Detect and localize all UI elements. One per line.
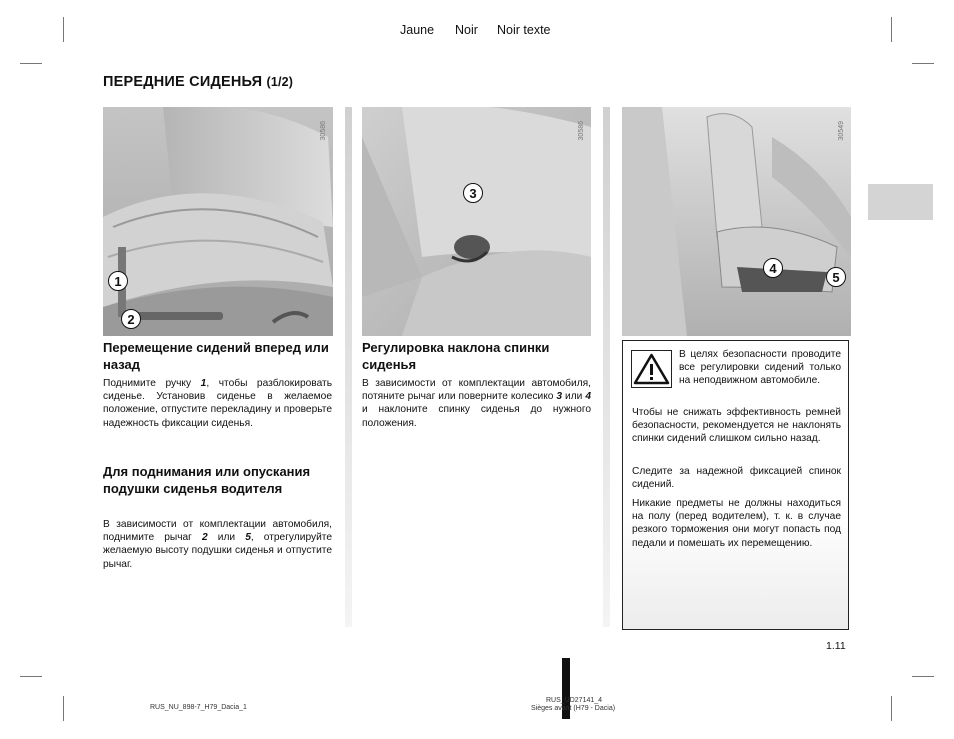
heading-seat-forward-back: Перемещение сидений вперед или назад bbox=[103, 340, 329, 372]
callout-2: 2 bbox=[121, 309, 141, 329]
photo-code: 30586 bbox=[320, 121, 327, 141]
warning-triangle-icon bbox=[631, 350, 672, 388]
callout-4: 4 bbox=[763, 258, 783, 278]
ref-5: 5 bbox=[245, 532, 251, 544]
warning-paragraph-1: В целях безопасности проводите все регулировки сидений только на неподвижном автомобиле. bbox=[679, 349, 841, 387]
color-mark-noir: Noir bbox=[455, 23, 478, 37]
seat-photo-1 bbox=[103, 107, 333, 336]
crop-mark bbox=[891, 17, 892, 42]
paragraph-cushion-height: В зависимости от комплектации автомобиля, поднимите рычаг 2 или 5, отрегулируйте желаемую высоту подушки сиденья и отпустите рычаг. bbox=[103, 519, 332, 570]
seat-photo-3 bbox=[622, 107, 851, 336]
paragraph-seat-forward-back: Поднимите ручку 1, чтобы разблокировать сиденье. Установив сиденье в желаемое положение, отпустите перекладину и проверьте надежность фиксации сиденья. bbox=[103, 378, 332, 429]
color-mark-noir-texte: Noir texte bbox=[497, 23, 551, 37]
paragraph-backrest-tilt: В зависимости от комплектации автомобиля, потяните рычаг или поверните колесико 3 или 4 и наклоните спинку сиденья до нужного положения. bbox=[362, 378, 591, 429]
crop-mark bbox=[20, 63, 42, 64]
ref-4: 4 bbox=[585, 391, 591, 403]
page-title-part: (1/2) bbox=[266, 75, 294, 89]
photo-code: 30586 bbox=[578, 121, 585, 141]
crop-mark bbox=[63, 17, 64, 42]
color-mark-jaune: Jaune bbox=[400, 23, 435, 37]
page-number: 1.11 bbox=[826, 640, 846, 652]
crop-mark bbox=[20, 676, 42, 677]
warning-box bbox=[622, 340, 849, 630]
crop-mark bbox=[63, 696, 64, 721]
page-title bbox=[103, 74, 293, 90]
warning-paragraph-4: Никакие предметы не должны находиться на полу (перед водителем), т. к. в случае резкого торможения они могут попасть под педали и помешать их перемещению. bbox=[632, 498, 841, 549]
crop-mark bbox=[912, 676, 934, 677]
callout-5: 5 bbox=[826, 267, 846, 287]
ref-2: 2 bbox=[202, 532, 208, 544]
footer-center-2: Sièges avant (H79 - Dacia) bbox=[531, 705, 616, 712]
crop-mark bbox=[891, 696, 892, 721]
column-divider bbox=[603, 107, 610, 627]
seat-photo-2 bbox=[362, 107, 591, 336]
chapter-tab bbox=[868, 184, 933, 220]
heading-backrest-tilt: Регулировка наклона спинки сиденья bbox=[362, 340, 550, 372]
heading-cushion-height: Для поднимания или опускания подушки сиденья водителя bbox=[103, 464, 311, 496]
ref-1: 1 bbox=[200, 378, 207, 389]
crop-mark bbox=[912, 63, 934, 64]
column-divider bbox=[345, 107, 352, 627]
warning-paragraph-2: Чтобы не снижать эффективность ремней безопасности, рекомендуется не наклонять спинки сидений слишком сильно назад. bbox=[632, 407, 841, 445]
callout-1: 1 bbox=[108, 271, 128, 291]
photo-code: 30549 bbox=[838, 121, 845, 141]
callout-3: 3 bbox=[463, 183, 483, 203]
page-title-text: ПЕРЕДНИЕ СИДЕНЬЯ bbox=[103, 74, 263, 90]
footer-left: RUS_NU_898-7_H79_Dacia_1 bbox=[150, 704, 247, 711]
ref-3: 3 bbox=[556, 391, 563, 403]
footer-center-1: RUS_UD27141_4 bbox=[546, 697, 603, 704]
warning-paragraph-3: Следите за надежной фиксацией спинок сидений. bbox=[632, 466, 841, 491]
